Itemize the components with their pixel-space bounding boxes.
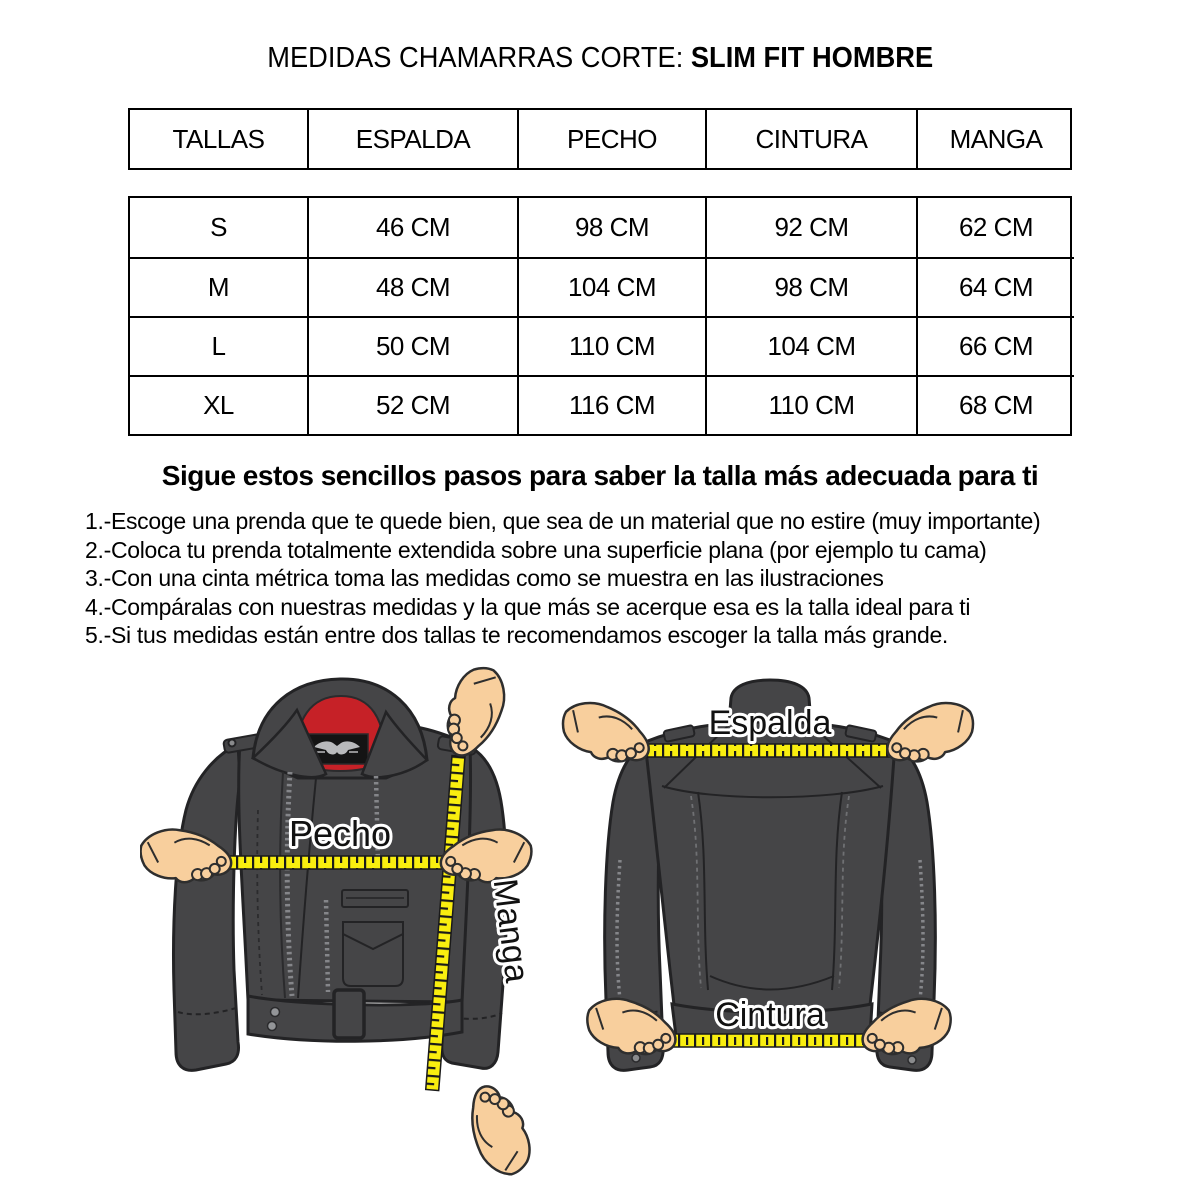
col-header-cintura: CINTURA [705,110,916,168]
cell-pecho: 98 CM [517,198,705,257]
belt-buckle [334,990,364,1038]
col-header-espalda: ESPALDA [307,110,517,168]
cell-cintura: 92 CM [705,198,916,257]
cell-pecho: 110 CM [517,316,705,375]
belt-rivet [268,1022,277,1031]
cell-espalda: 48 CM [307,257,517,316]
guide-step-3: 3.-Con una cinta métrica toma las medidas como se muestra en las ilustraciones [85,565,884,591]
sleeve-label: Manga [485,876,537,985]
page-title-prefix: MEDIDAS CHAMARRAS CORTE: [267,42,691,74]
jacket-back-illustration [550,660,1050,1100]
col-header-manga: MANGA [916,110,1074,168]
cell-espalda: 52 CM [307,375,517,434]
cell-size: L [130,316,307,375]
guide-step-1: 1.-Escoge una prenda que te quede bien, que sea de un material que no estire (muy importante) [85,508,1041,534]
col-header-tallas: TALLAS [172,123,265,154]
cell-size: M [130,257,307,316]
waist-label: Cintura [715,996,825,1034]
cell-espalda: 50 CM [307,316,517,375]
cell-size: S [210,212,227,242]
guide-step-2: 2.-Coloca tu prenda totalmente extendida sobre una superficie plana (por ejemplo tu cama) [85,536,987,563]
hand-waist-right [862,996,952,1057]
cell-manga: 64 CM [916,257,1074,316]
guide-step-4: 4.-Compáralas con nuestras medidas y la que más se acerque esa es la talla ideal para ti [85,593,971,620]
waist-measuring-tape [668,1034,870,1047]
chest-measuring-tape [224,856,452,869]
front-left-sleeve [174,744,241,1070]
back-label: Espalda [708,704,832,742]
hand-sleeve-top [447,668,505,756]
cell-manga: 68 CM [916,375,1074,434]
guide-steps [85,507,1185,650]
guide-heading: Sigue estos sencillos pasos para saber la talla más adecuada para ti [161,460,1039,491]
cell-pecho: 116 CM [517,375,705,434]
belt-rivet [271,1008,280,1017]
hand-back-left [561,702,651,763]
size-table-header [128,108,1072,170]
cell-pecho: 104 CM [517,257,705,316]
cell-cintura: 104 CM [705,316,916,375]
cell-manga: 66 CM [916,316,1074,375]
cell-cintura: 98 CM [705,257,916,316]
back-measuring-tape [643,744,893,757]
size-table-body [128,196,1072,436]
cell-espalda: 46 CM [307,198,517,257]
cell-manga: 62 CM [916,198,1074,257]
hand-sleeve-bottom [447,1080,547,1183]
cell-size: XL [130,375,307,434]
guide-step-5: 5.-Si tus medidas están entre dos tallas te recomendamos escoger la talla más grande. [85,622,949,648]
page-title-bold: SLIM FIT HOMBRE [690,42,933,74]
jacket-front-illustration [140,660,570,1200]
chest-label: Pecho [288,813,392,854]
col-header-pecho: PECHO [517,110,705,168]
cell-cintura: 110 CM [705,375,916,434]
front-collar [253,679,427,778]
page-title [0,42,1200,75]
hand-back-right [885,702,975,763]
